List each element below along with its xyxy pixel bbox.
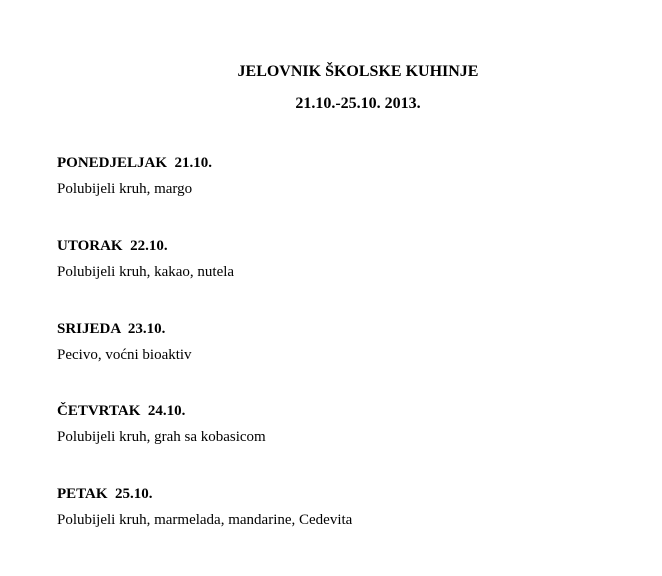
day-heading: PETAK 25.10. <box>57 486 153 502</box>
day-section-wednesday <box>57 320 192 364</box>
day-heading: ČETVRTAK 24.10. <box>57 403 186 419</box>
day-menu: Pecivo, voćni bioaktiv <box>57 347 192 363</box>
day-heading: UTORAK 22.10. <box>57 238 168 254</box>
day-heading: SRIJEDA 23.10. <box>57 321 166 337</box>
day-section-thursday <box>57 402 266 446</box>
document-title: JELOVNIK ŠKOLSKE KUHINJE <box>237 63 479 80</box>
day-menu: Polubijeli kruh, grah sa kobasicom <box>57 429 266 445</box>
day-section-monday <box>57 154 212 198</box>
day-heading: PONEDJELJAK 21.10. <box>57 155 213 171</box>
day-menu: Polubijeli kruh, margo <box>57 181 193 197</box>
day-section-tuesday <box>57 237 234 281</box>
day-menu: Polubijeli kruh, marmelada, mandarine, Cedevita <box>57 512 353 528</box>
day-menu: Polubijeli kruh, kakao, nutela <box>57 264 235 280</box>
document-date-range: 21.10.-25.10. 2013. <box>295 95 421 112</box>
day-section-friday <box>57 485 352 529</box>
